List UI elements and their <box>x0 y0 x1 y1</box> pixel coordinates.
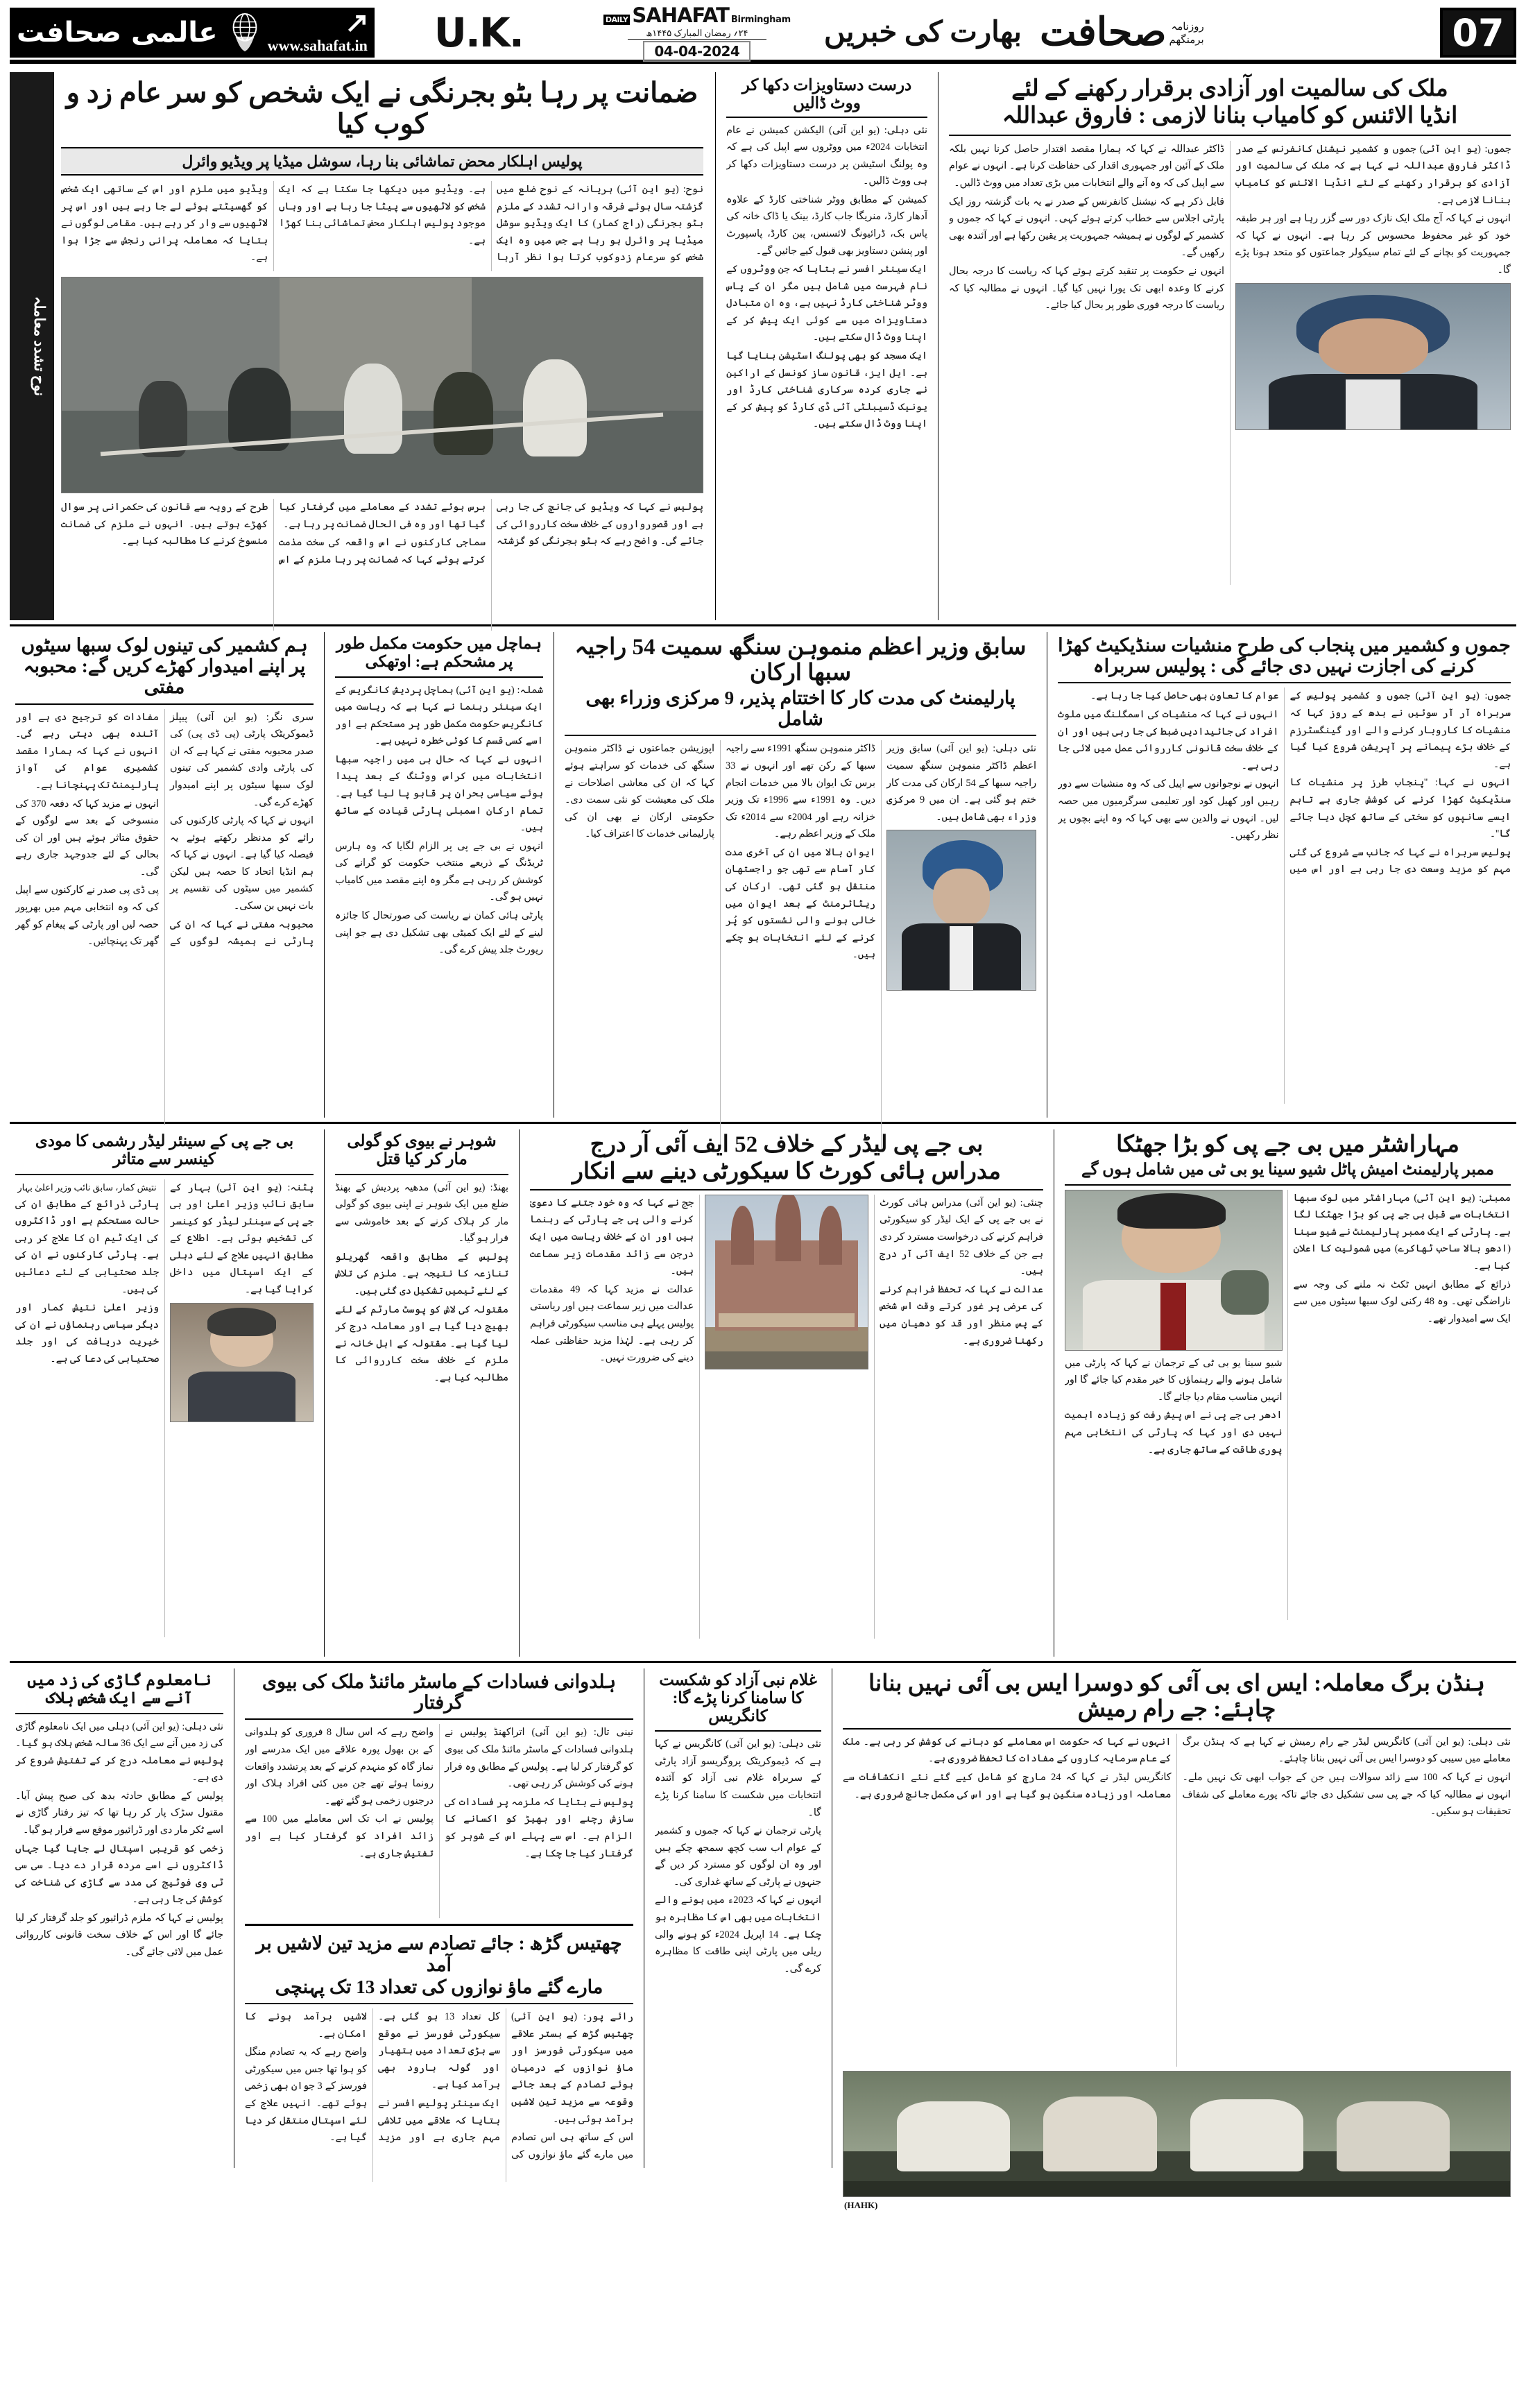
madras-hc-headline-1[interactable]: بی جے پی لیڈر کے خلاف 52 ایف آئی آر درج <box>590 1132 984 1157</box>
paragraph: پولیس کے مطابق واقعہ گھریلو تنازعہ کا نتیجہ ہے۔ ملزم کی تلاش کے لئے ٹیمیں تشکیل دی گئی ہیں۔ <box>335 1251 508 1297</box>
paragraph: مقتولہ کی لاش کو پوسٹ مارٹم کے لئے بھیج دیا گیا ہے اور معاملہ درج کر لیا گیا ہے۔ مقتولہ کے اہل خانہ نے ملزم کے خلاف سخت کارروائی کا مطالبہ کیا ہے۔ <box>335 1304 508 1383</box>
maharashtra-story <box>1059 1129 1516 1657</box>
paragraph: نئی دہلی: (یو این آئی) کانگریس نے کہا ہے کہ ڈیموکریٹک پروگریسو آزاد پارٹی کے سربراہ غلام نبی آزاد کو آئندہ انتخابات میں شکست کا سامنا کرنا پڑے گا۔ <box>655 1739 821 1818</box>
paragraph: محبوبہ مفتی نے کہا کہ ان کی پارٹی نے ہمیشہ لوگوں کے مفادات کو ترجیح دی ہے اور آئندہ بھی دیتی رہے گی۔ انہوں نے کہا کہ ہمارا مقصد کشمیری عوام کی آواز پارلیمنٹ تک پہنچانا ہے۔ <box>15 711 314 948</box>
paragraph: سری نگر: (یو این آئی) پیپلز ڈیموکریٹک پارٹی (پی ڈی پی) کی صدر محبوبہ مفتی نے کہا ہے کہ ان کی پارٹی وادی کشمیر کی تینوں لوک سبھا سیٹوں پر اپنے امیدوار کھڑے کرے گی۔ <box>170 711 314 808</box>
farooq-abdullah-photo <box>1235 283 1511 430</box>
website-url[interactable]: www.sahafat.in <box>267 37 368 54</box>
paragraph: اس کے ساتھ ہی اس تصادم میں مارے گئے ماؤ نوازوں کی کل تعداد 13 ہو گئی ہے۔ سیکورٹی فورسز نے موقع سے بڑی تعداد میں ہتھیار اور گولہ بارود بھی برآمد کیا ہے۔ <box>378 2011 633 2160</box>
paragraph: کانگریس لیڈر نے کہا کہ 24 مارچ کو شامل کیے گئے نئے انکشافات سے معاملہ اور زیادہ سنگین ہو گیا ہے اور اس کی مکمل جانچ ضروری ہے۔ <box>843 1772 1172 1800</box>
paragraph: انہوں نے کہا کہ آج ملک ایک نازک دور سے گزر رہا ہے اور ہر طبقہ خود کو غیر محفوظ محسوس کر رہا ہے۔ انہوں نے کہا کہ جمہوریت کو بچانے کے لئے تمام سیکولر جماعتوں کو متحد ہونا پڑے گا۔ <box>1235 213 1511 275</box>
paragraph: پولیس نے کہا کہ ویڈیو کی جانچ کی جا رہی ہے اور قصورواروں کے خلاف سخت کارروائی کی جائے گی۔ واضح رہے کہ بٹو بجرنگی کو گزشتہ برس ہوئے تشدد کے معاملے میں گرفتار کیا گیا تھا اور وہ فی الحال ضمانت پر رہا ہے۔ <box>279 502 703 547</box>
paragraph: انہوں نے نوجوانوں سے اپیل کی کہ وہ منشیات سے دور رہیں اور کھیل کود اور تعلیمی سرگرمیوں میں حصہ لیں۔ انہوں نے والدین سے بھی کہا کہ وہ اپنے بچوں پر نظر رکھیں۔ <box>1058 778 1279 842</box>
lead-assault-photo <box>61 277 703 493</box>
ghulam-nabi-story <box>649 1668 827 2168</box>
maharashtra-body <box>1065 1190 1511 1620</box>
band-top <box>10 72 1516 620</box>
road-accident-headline[interactable]: نامعلوم گاڑی کی زد میں آنے سے ایک شخص ہلاک <box>27 1671 212 1707</box>
paragraph: ایوان بالا میں ان کی آخری مدت کار آسام سے تھی جو راجستھان منتقل ہو گئی تھی۔ ارکان کی ریٹائرمنٹ کے بعد ایوان میں خالی ہونے والی نشستوں کو پُر کرنے کے لئے انتخابات ہو چکے ہیں۔ <box>726 846 875 961</box>
hindenburg-tag: (HAHK) <box>844 2199 878 2210</box>
paragraph: نینی تال: (یو این آئی) اتراکھنڈ پولیس نے ہلدوانی فسادات کے ماسٹر مائنڈ ملک کی بیوی کو گرفتار کر لیا ہے۔ پولیس کے مطابق وہ فرار ہونے کی کوشش کر رہی تھی۔ <box>445 1727 633 1790</box>
paragraph: واضح رہے کہ اس سال 8 فروری کو ہلدوانی کے بن بھول پورہ علاقے میں ایک مدرسے اور نماز گاہ کو منہدم کرنے کے بعد پرتشدد واقعات رونما ہوئے تھے جن میں کئی افراد ہلاک اور درجنوں زخمی ہو گئے تھے۔ <box>245 1727 434 1807</box>
paragraph: انہوں نے بی جے پی پر الزام لگایا کہ وہ ہارس ٹریڈنگ کے ذریعے منتخب حکومت کو گرانے کی کوشش کر رہی ہے مگر وہ اپنے مقصد میں کامیاب نہیں ہو گی۔ <box>335 840 543 903</box>
punjab-drugs-headline[interactable]: جموں و کشمیر میں پنجاب کی طرح منشیات سنڈیکیٹ کھڑا کرنے کی اجازت نہیں دی جائے گی : پولیس سربراہ <box>1058 635 1511 677</box>
madras-high-court-photo <box>705 1195 868 1369</box>
paragraph: شملہ: (یو این آئی) ہماچل پردیش کانگریس کے ایک سینئر رہنما نے کہا ہے کہ ریاست میں کانگریس حکومت مکمل طور پر مستحکم ہے اور اسے کسی قسم کا کوئی خطرہ نہیں ہے۔ <box>335 684 543 747</box>
paragraph: پولیس نے اب تک اس معاملے میں 100 سے زائد افراد کو گرفتار کیا ہے اور تفتیش جاری ہے۔ <box>245 1813 434 1859</box>
alami-sahafat-text: عالمی صحافت <box>17 17 218 49</box>
paragraph: جموں: (یو این آئی) جموں و کشمیر نیشنل کانفرنس کے صدر ڈاکٹر فاروق عبداللہ نے کہا ہے کہ ملک کی سالمیت اور آزادی کو برقرار رکھنے کے لئے انڈیا الائنس کو کامیاب بنانا لازمی ہے۔ <box>1235 143 1511 206</box>
kashmir-mufti-story <box>10 632 319 1118</box>
farooq-story <box>943 72 1516 620</box>
paragraph: ڈاکٹر عبداللہ نے کہا کہ ہمارا مقصد اقتدار حاصل کرنا نہیں بلکہ ملک کے آئین اور جمہوری اقدار کی حفاظت کرنا ہے۔ انہوں نے عوام سے اپیل کی کہ وہ آنے والے انتخابات میں بڑی تعداد میں ووٹ ڈالیں۔ <box>949 143 1224 189</box>
section-block <box>812 13 1440 52</box>
lead-side-label: نوح تشدد معاملہ <box>10 72 54 620</box>
paragraph: وزیر اعلیٰ نتیش کمار اور دیگر سیاسی رہنماؤں نے ان کی خیریت دریافت کی اور جلد صحتیابی کی دعا کی ہے۔ <box>15 1302 159 1365</box>
paragraph: نئی دہلی: (یو این آئی) الیکشن کمیشن نے عام انتخابات 2024ء میں ووٹروں سے اپیل کی ہے کہ وہ پولنگ اسٹیشن پر درست دستاویزات دکھا کر ہی ووٹ ڈالیں۔ <box>726 124 927 187</box>
paragraph: انہوں نے مزید کہا کہ دفعہ 370 کی منسوخی کے بعد سے لوگوں کے حقوق متاثر ہوئے ہیں اور ان کی بحالی کے لئے جدوجہد جاری رہے گی۔ <box>15 798 159 878</box>
himachal-headline[interactable]: ہماچل میں حکومت مکمل طور پر مشحکم ہے: اوتھکی <box>336 635 542 670</box>
farooq-headline-2[interactable]: انڈیا الائنس کو کامیاب بنانا لازمی : فاروق عبداللہ <box>1002 103 1458 128</box>
paragraph: ایک سینئر افسر نے بتایا کہ جن ووٹروں کے نام فہرست میں شامل ہیں مگر ان کے پاس ووٹر شناختی کارڈ نہیں ہے، وہ ان متبادل دستاویزات میں سے کوئی ایک پیش کر کے اپنا ووٹ ڈال سکتے ہیں۔ <box>726 264 927 343</box>
issue-date: 04-04-2024 <box>643 41 751 62</box>
chhattisgarh-body <box>245 2008 633 2182</box>
bjp-bihar-headline[interactable]: بی جے پی کے سینئر لیڈر رشمی کا مودی کینسر سے متاثر <box>35 1132 294 1168</box>
chhattisgarh-headline-1[interactable]: چھتیس گڑھ : جائے تصادم سے مزید تین لاشیں بر آمد <box>256 1933 622 1975</box>
paragraph: انہوں نے کہا کہ پارٹی کارکنوں کی رائے کو مدنظر رکھتے ہوئے یہ فیصلہ کیا گیا ہے۔ انہوں نے کہا کہ ہم انڈیا اتحاد کا حصہ ہیں لیکن کشمیر میں سیٹوں کی تقسیم پر بات نہیں بن سکی۔ <box>170 815 314 912</box>
manmohan-story <box>559 632 1042 1118</box>
ghulam-nabi-headline[interactable]: غلام نبی آزاد کو شکست کا سامنا کرنا پڑے گا: کانگریس <box>659 1671 817 1725</box>
hijri-date: ۲۴؍ رمضان المبارک ۱۴۴۵ھ <box>628 28 766 40</box>
paragraph: زخمی کو قریبی اسپتال لے جایا گیا جہاں ڈاکٹروں نے اسے مردہ قرار دے دیا۔ سی سی ٹی وی فوٹیج کی مدد سے گاڑی کی شناخت کی کوشش کی جا رہی ہے۔ <box>15 1843 223 1906</box>
paragraph: نئی دہلی: (یو این آئی) سابق وزیر اعظم ڈاکٹر منموہن سنگھ سمیت راجیہ سبھا کے 54 ارکان کی مدت کار ختم ہو گئی ہے۔ ان میں 9 مرکزی وزراء بھی شامل ہیں۔ <box>886 743 1036 823</box>
bjp-bihar-body <box>15 1179 314 1637</box>
lead-body-top <box>61 181 703 271</box>
paragraph: قابل ذکر ہے کہ نیشنل کانفرنس کے صدر نے یہ بات گزشتہ روز ایک پارٹی اجلاس سے خطاب کرتے ہوئے کہی۔ انہوں نے کہا کہ جموں و کشمیر کے لوگوں نے ہمیشہ جمہوریت پر یقین رکھا ہے اور آئندہ بھی رکھیں گے۔ <box>949 196 1224 259</box>
maharashtra-headline-2[interactable]: ممبر پارلیمنٹ امیش پاٹل شیو سینا یو بی ٹی میں شامل ہوں گے <box>1081 1160 1494 1178</box>
documents-body <box>726 122 927 608</box>
documents-story <box>721 72 933 620</box>
bjp-leader-caption: نتیش کمار، سابق نائب وزیر اعلیٰ بہار <box>17 1181 157 1193</box>
manmohan-body <box>565 740 1036 1150</box>
maharashtra-leader-photo <box>1065 1190 1283 1351</box>
haldwani-headline[interactable]: ہلدوانی فسادات کے ماسٹر مائنڈ ملک کی بیوی گرفتار <box>262 1671 617 1714</box>
paragraph: پولیس نے کہا کہ ملزم ڈرائیور کو جلد گرفتار کر لیا جائے گا اور اس کے خلاف سخت قانونی کارروائی عمل میں لائی جائے گی۔ <box>15 1912 223 1958</box>
brand-city: Birmingham <box>730 14 791 25</box>
band-two <box>10 632 1516 1118</box>
bjp-leader-photo <box>170 1303 314 1422</box>
hindenburg-headline[interactable]: ہنڈن برگ معاملہ: ایس ای بی آئی کو دوسرا ایس بی آئی نہیں بنانا چاہئے: جے رام رمیش <box>868 1671 1485 1722</box>
manmohan-singh-photo <box>886 830 1036 991</box>
paragraph: جج نے کہا کہ وہ خود جتنے کا دعویٰ کرنے والی پی جے پارٹی کے رہنما ہیں اور ان کے خلاف ریاست میں ایک درجن سے زائد مقدمات زیر سماعت ہیں۔ <box>530 1197 694 1277</box>
paragraph: نوح: (یو این آئی) ہریانہ کے نوح ضلع میں گزشتہ سال ہوئے فرقہ وارانہ تشدد کے ملزم بٹو بجرنگی (راج کمار) کا ایک ویڈیو سوشل میڈیا پر وائرل ہو رہا ہے جس میں وہ ایک شخص کو سرعام زدوکوب کرتا ہوا نظر آرہا ہے۔ ویڈیو میں دیکھا جا سکتا ہے کہ ایک شخص کو لاٹھیوں سے پیٹا جا رہا ہے اور وہاں موجود پولیس اہلکار محض تماشائی بنا کھڑا ہے۔ <box>279 184 703 264</box>
masthead <box>10 3 1516 64</box>
paragraph: انہوں نے کہا کہ 2023ء میں ہونے والے انتخابات میں بھی اس کا مظاہرہ ہو چکا ہے۔ 14 اپریل 2024ء کو ہونے والی ریلی میں پارٹی اپنی طاقت کا مظاہرہ کرے گی۔ <box>655 1895 821 1974</box>
ghulam-nabi-body <box>655 1736 821 2166</box>
begham-label: برمنگھم <box>1169 35 1204 46</box>
wife-shot-body <box>335 1179 508 1630</box>
chhattisgarh-story <box>245 1931 633 2182</box>
band-three <box>10 1129 1516 1657</box>
paragraph: پارٹی ذرائع کے مطابق ان کی حالت مستحکم ہے اور ڈاکٹروں کی ایک ٹیم ان کا علاج کر رہی ہے۔ پارٹی کارکنوں نے ان کی جلد صحتیابی کے لئے دعائیں کی ہیں۔ <box>15 1198 159 1295</box>
edition-label: U.K. <box>434 9 523 56</box>
paragraph: شیو سینا یو بی ٹی کے ترجمان نے کہا کہ پارٹی میں شامل ہونے والے رہنماؤں کا خیر مقدم کیا جائے گا اور انہیں مناسب مقام دیا جائے گا۔ <box>1065 1357 1283 1403</box>
madras-hc-headline-2[interactable]: مدراس ہائی کورٹ کا سیکورٹی دینے سے انکار <box>572 1159 1001 1184</box>
paragraph: سماجی کارکنوں نے اس واقعہ کی سخت مذمت کرتے ہوئے کہا کہ ضمانت پر رہا ملزم کے اس طرح کے رویہ سے قانون کی حکمرانی پر سوال کھڑے ہوتے ہیں۔ انہوں نے ملزم کی ضمانت منسوخ کرنے کا مطالبہ کیا ہے۔ <box>61 502 486 565</box>
paragraph: عدالت نے کہا کہ تحفظ فراہم کرنے کی عرضی پر غور کرتے وقت اس شخص کے پس منظر اور قد کو دھیان میں رکھنا ضروری ہے۔ <box>880 1283 1043 1347</box>
paragraph: پٹنہ: (یو این آئی) بہار کے سابق نائب وزیر اعلیٰ اور بی جے پی کے سینئر لیڈر کو کینسر کی تشخیص ہوئی ہے۔ اطلاع کے مطابق انہیں علاج کے لئے دہلی کے ایک اسپتال میں داخل کرایا گیا ہے۔ <box>170 1181 314 1295</box>
lead-subheadline: پولیس اہلکار محض تماشائی بنا رہا، سوشل میڈیا پر ویڈیو وائرل <box>61 147 703 176</box>
farooq-body <box>949 141 1511 585</box>
paragraph: انہوں نے کہا کہ 100 سے زائد سوالات ہیں جن کے جواب ابھی تک نہیں ملے۔ انہوں نے مطالبہ کیا کہ جے پی سی تشکیل دی جائے تاکہ پورے معاملے کی شفاف تحقیقات ہو سکیں۔ <box>1182 1772 1511 1818</box>
paragraph: بھنڈ: (یو این آئی) مدھیہ پردیش کے بھنڈ ضلع میں ایک شوہر نے اپنی بیوی کو گولی مار کر ہلاک کرنے کے بعد خاموشی سے فرار ہو گیا۔ <box>335 1181 508 1245</box>
paragraph: نئی دہلی: (یو این آئی) دہلی میں ایک نامعلوم گاڑی کی زد میں آنے سے ایک 36 سالہ شخص ہلاک ہو گیا۔ پولیس نے معاملہ درج کر کے تفتیش شروع کر دی ہے۔ <box>15 1720 223 1784</box>
manmohan-headline-1[interactable]: سابق وزیر اعظم منموہن سنگھ سمیت 54 راجیہ سبھا ارکان <box>574 635 1027 685</box>
haldwani-story <box>245 1668 633 1918</box>
paragraph: ایک سینئر پولیس افسر نے بتایا کہ علاقے میں تلاشی مہم جاری ہے اور مزید لاشیں برآمد ہونے کا امکان ہے۔ <box>245 2011 500 2144</box>
paragraph: ڈاکٹر منموہن سنگھ 1991ء سے راجیہ سبھا کے رکن تھے اور انہوں نے 33 برس تک ایوان بالا میں خدمات انجام دیں۔ وہ 1991ء سے 1996ء تک وزیر خزانہ رہے اور 2004ء سے 2014ء تک ملک کے وزیر اعظم رہے۔ <box>726 743 875 840</box>
paragraph: پی ڈی پی صدر نے کارکنوں سے اپیل کی کہ وہ انتخابی مہم میں بھرپور حصہ لیں اور پارٹی کے پیغام کو گھر گھر تک پہنچائیں۔ <box>15 885 159 948</box>
wife-shot-story <box>329 1129 514 1657</box>
punjab-drugs-body <box>1058 688 1511 1104</box>
bjp-bihar-story <box>10 1129 319 1657</box>
road-accident-body <box>15 1718 223 2149</box>
maharashtra-headline-1[interactable]: مہاراشٹر میں بی جے پی کو بڑا جھٹکا <box>1116 1132 1459 1157</box>
paragraph: اپوزیشن جماعتوں نے ڈاکٹر منموہن سنگھ کی خدمات کو سراہتے ہوئے کہا کہ ان کی معاشی اصلاحات نے ملک کی معیشت کو نئی سمت دی۔ حکومتی ارکان نے بھی ان کی پارلیمانی خدمات کا اعتراف کیا۔ <box>565 743 714 840</box>
paragraph: ایک مسجد کو بھی پولنگ اسٹیشن بنایا گیا ہے۔ ایل ایز، قانون ساز کونسل کے اراکین نے جاری کردہ سرکاری شناختی کارڈ اور یونیک ڈسیبلٹی آئی ڈی کارڈ کو پیش کر کے اپنا ووٹ ڈال سکتے ہیں۔ <box>726 350 927 430</box>
paragraph: رائے پور: (یو این آئی) چھتیس گڑھ کے بستر علاقے میں سیکورٹی فورسز اور ماؤ نوازوں کے درمیان ہوئے تصادم کے بعد جائے وقوعہ سے مزید تین لاشیں برآمد ہوئی ہیں۔ <box>511 2011 633 2125</box>
paragraph: پارٹی ہائی کمان نے ریاست کی صورتحال کا جائزہ لینے کے لئے ایک کمیٹی بھی تشکیل دی ہے جو اپنی رپورٹ جلد پیش کرے گی۔ <box>335 910 543 956</box>
section-title: بھارت کی خبریں <box>823 17 1022 49</box>
paragraph: نئی دہلی: (یو این آئی) کانگریس لیڈر جے رام رمیش نے کہا ہے کہ ہنڈن برگ معاملے میں سیبی کو دوسرا ایس بی آئی نہیں بنانا چاہئے۔ <box>1182 1736 1511 1765</box>
paragraph: انہوں نے کہا کہ منشیات کی اسمگلنگ میں ملوث افراد کی جائیدادیں ضبط کی جا رہی ہیں اور ان کے خلاف سخت قانونی کارروائی عمل میں لائی جا رہی ہے۔ <box>1058 709 1279 771</box>
hindenburg-body <box>843 1734 1511 2067</box>
farooq-headline-1[interactable]: ملک کی سالمیت اور آزادی برقرار رکھنے کے لئے <box>1011 76 1448 101</box>
hindenburg-story <box>837 1668 1516 2210</box>
brand-name: SAHAFAT <box>632 3 729 27</box>
paragraph: انہوں نے کہا کہ حکومت اس معاملے کو دبانے کی کوشش کر رہی ہے۔ ملک کے عام سرمایہ کاروں کے مفادات کا تحفظ ضروری ہے۔ <box>843 1736 1172 1765</box>
lead-headline[interactable]: ضمانت پر رہا بٹو بجرنگی نے ایک شخص کو سر عام زد و کوب کیا <box>66 77 698 139</box>
brand-block <box>583 3 812 62</box>
mufti-body <box>15 709 314 1125</box>
madras-hc-body <box>530 1195 1043 1639</box>
roznama-label: روزنامہ <box>1171 22 1204 33</box>
arrow-up-right-icon <box>268 12 368 37</box>
paragraph: انہوں نے حکومت پر تنقید کرتے ہوئے کہا کہ ریاست کا درجہ بحال کرنے کا وعدہ ابھی تک پورا نہیں کیا گیا۔ انہوں نے مطالبہ کیا کہ ریاست کا درجہ فوری طور پر بحال کیا جائے۔ <box>949 265 1224 311</box>
himachal-body <box>335 682 543 1098</box>
page-number: 07 <box>1440 8 1516 58</box>
urdu-masthead-title: صحافت <box>1040 11 1167 54</box>
paragraph: جموں: (یو این آئی) جموں و کشمیر پولیس کے سربراہ آر آر سوئیں نے بدھ کے روز کہا کہ منشیات کا کاروبار کرنے والے اور گینگسٹرزم کے خلاف بڑے پیمانے پر آپریشن شروع کیا گیا ہے۔ <box>1289 690 1511 770</box>
mufti-headline[interactable]: ہم کشمیر کی تینوں لوک سبھا سیٹوں پر اپنے امیدوار کھڑے کریں گے: محبوبہ مفتی <box>21 635 308 698</box>
paragraph: انہوں نے کہا: ''پنجاب طرز پر منشیات کا سنڈیکیٹ کھڑا کرنے کی کوشش جاری ہے تاہم ایسے سانپوں کو سختی کے ساتھ کچل دیا جائے گا''۔ <box>1289 777 1511 840</box>
daily-label: DAILY <box>603 15 631 25</box>
globe-icon <box>225 12 265 53</box>
wife-shot-headline[interactable]: شوہر نے بیوی کو گولی مار کر کیا قتل <box>347 1132 497 1168</box>
punjab-drugs-story <box>1052 632 1516 1118</box>
manmohan-headline-2[interactable]: پارلیمنٹ کی مدت کار کا اختتام پذیر، 9 مرکزی وزراء بھی شامل <box>585 687 1015 730</box>
paragraph: چنئی: (یو این آئی) مدراس ہائی کورٹ نے بی جے پی کے ایک لیڈر کو سیکورٹی فراہم کرنے کی درخواست مسترد کر دی ہے جن کے خلاف 52 ایف آئی آر درج ہیں۔ <box>880 1197 1043 1277</box>
paragraph: پولیس کے مطابق حادثہ بدھ کی صبح پیش آیا۔ مقتول سڑک پار کر رہا تھا کہ تیز رفتار گاڑی نے اسے ٹکر مار دی اور ڈرائیور موقع سے فرار ہو گیا۔ <box>15 1790 223 1836</box>
haldwani-chhattisgarh-column <box>239 1668 639 2168</box>
paragraph: انہوں نے کہا کہ حال ہی میں راجیہ سبھا انتخابات میں کراس ووٹنگ کے بعد پیدا ہوئے سیاسی بحران پر قابو پا لیا گیا ہے۔ تمام ارکان اسمبلی پارٹی قیادت کے ساتھ ہیں۔ <box>335 753 543 834</box>
lead-body-bottom <box>61 499 703 631</box>
himachal-story <box>329 632 549 1118</box>
newspaper-page <box>0 3 1526 2408</box>
haldwani-body <box>245 1724 633 1918</box>
paragraph: کمیشن کے مطابق ووٹر شناختی کارڈ کے علاوہ آدھار کارڈ، منریگا جاب کارڈ، بینک یا ڈاک خانہ کی پاس بک، ڈرائیونگ لائسنس، پین کارڈ، پاسپورٹ اور پنشن دستاویز بھی قبول کیے جائیں گے۔ <box>726 194 927 257</box>
road-accident-story <box>10 1668 229 2168</box>
band-four <box>10 1668 1516 2210</box>
documents-headline[interactable]: درست دستاویزات دکھا کر ووٹ ڈالیں <box>741 76 912 112</box>
paragraph: ذرائع کے مطابق انہیں ٹکٹ نہ ملنے کی وجہ سے ناراضگی تھی۔ وہ 48 رکنی لوک سبھا سیٹوں میں سے ایک سے امیدوار تھے۔ <box>1293 1279 1511 1324</box>
congress-press-conference-photo <box>843 2071 1511 2197</box>
paragraph: ویڈیو میں ملزم اور اس کے ساتھی ایک شخص کو گھسیٹتے ہوئے لے جا رہے ہیں اور اس پر لاٹھیوں سے وار کر رہے ہیں۔ مقامی لوگوں نے بتایا کہ معاملہ پرانی رنجش سے جڑا ہوا ہے۔ <box>61 184 268 264</box>
madras-hc-story <box>524 1129 1049 1657</box>
paragraph: واضح رہے کہ یہ تصادم منگل کو ہوا تھا جس میں سیکورٹی فورسز کے 3 جوان بھی زخمی ہوئے تھے۔ انہیں علاج کے لئے اسپتال منتقل کر دیا گیا ہے۔ <box>245 2047 368 2144</box>
chhattisgarh-headline-2[interactable]: مارے گئے ماؤ نوازوں کی تعداد 13 تک پہنچی <box>275 1976 603 1997</box>
lead-story <box>10 72 710 620</box>
paragraph: ممبئی: (یو این آئی) مہاراشٹر میں لوک سبھا انتخابات سے قبل بی جے پی کو بڑا جھٹکا لگا ہے۔ پارٹی کے ایک ممبر پارلیمنٹ نے شیو سینا (ادھو بالا ساحب ٹھاکرے) میں شمولیت کا اعلان کیا ہے۔ <box>1293 1192 1511 1272</box>
alami-sahafat-logo <box>10 8 375 58</box>
paragraph: پولیس سربراہ نے کہا کہ جانب سے شروع کی گئی مہم کو مزید وسعت دی جا رہی ہے اور اس میں عوام کا تعاون بھی حاصل کیا جا رہا ہے۔ <box>1090 690 1511 876</box>
paragraph: عدالت نے مزید کہا کہ 49 مقدمات عدالت میں زیر سماعت ہیں اور ریاستی پولیس پہلے ہی مناسب سیکورٹی فراہم کر رہی ہے۔ لہٰذا مزید حفاظتی عملہ دینے کی ضرورت نہیں۔ <box>530 1283 694 1364</box>
paragraph: پارٹی ترجمان نے کہا کہ جموں و کشمیر کے عوام اب سب کچھ سمجھ چکے ہیں اور وہ ان لوگوں کو مسترد کر دیں گے جنہوں نے پارٹی کے ساتھ غداری کی۔ <box>655 1825 821 1888</box>
paragraph: پولیس نے بتایا کہ ملزمہ پر فسادات کی سازش رچنے اور بھیڑ کو اکسانے کا الزام ہے۔ اس سے پہلے اس کے شوہر کو گرفتار کیا جا چکا ہے۔ <box>445 1796 633 1859</box>
paragraph: ادھر بی جے پی نے اس پیش رفت کو زیادہ اہمیت نہیں دی اور کہا کہ پارٹی کی انتخابی مہم پوری طاقت کے ساتھ جاری ہے۔ <box>1065 1410 1283 1455</box>
